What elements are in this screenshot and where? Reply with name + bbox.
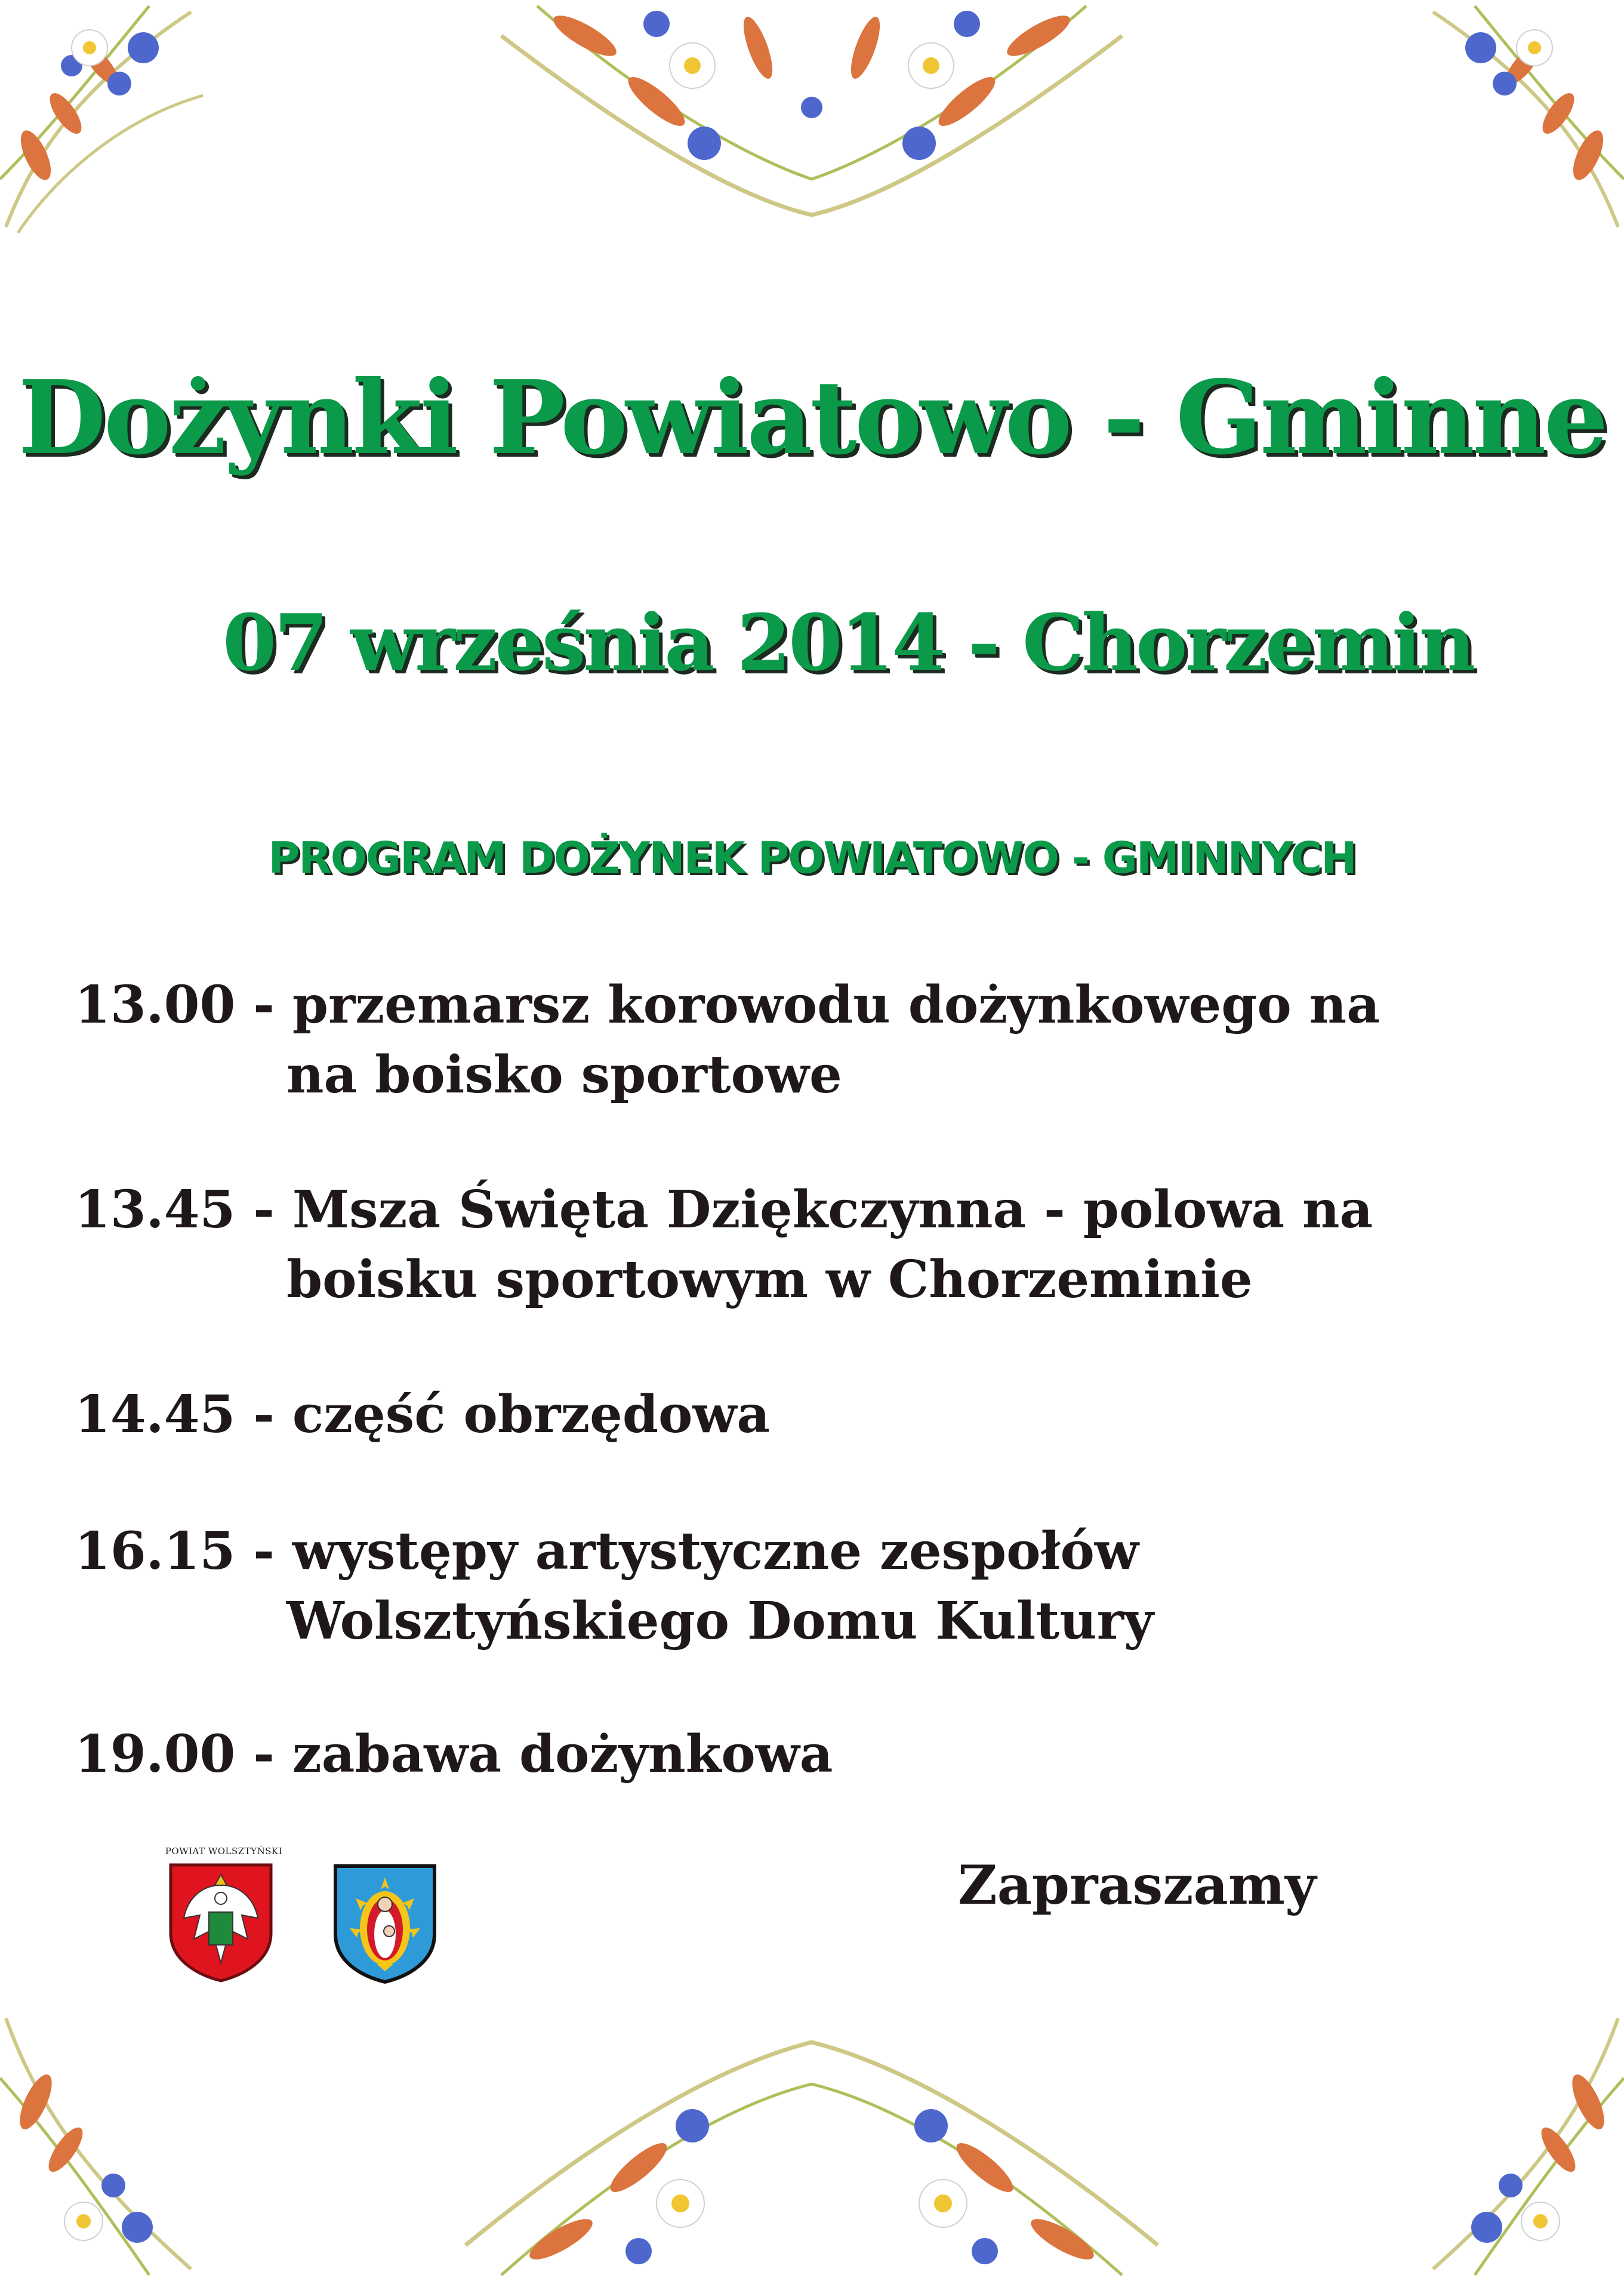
program-heading: PROGRAM DOŻYNEK POWIATOWO - GMINNYCH	[268, 833, 1356, 883]
bottom-left-wreath-icon	[0, 2012, 215, 2281]
gmina-crest-icon	[332, 1863, 438, 1985]
top-left-wreath-icon	[0, 0, 215, 239]
top-right-wreath-icon	[1409, 0, 1624, 239]
program-item-line: 13.45 - Msza Święta Dziękczynna - polowa na	[75, 1180, 1373, 1240]
bottom-right-wreath-icon	[1409, 2012, 1624, 2281]
program-item	[75, 1516, 1154, 1656]
program-item-continuation: na boisko sportowe	[286, 1045, 842, 1105]
program-item	[75, 1175, 1373, 1315]
invitation-text: Zapraszamy	[958, 1854, 1317, 1917]
program-item-line: 14.45 - część obrzędowa	[75, 1384, 771, 1445]
bottom-center-wreath-icon	[442, 2012, 1182, 2281]
crest-caption: POWIAT WOLSZTYŃSKI	[165, 1846, 283, 1857]
program-item-line: 13.00 - przemarsz korowodu dożynkowego na	[75, 975, 1380, 1035]
program-item-line: 19.00 - zabawa dożynkowa	[75, 1724, 833, 1784]
program-item-continuation: boisku sportowym w Chorzeminie	[286, 1249, 1253, 1310]
top-center-wreath-icon	[477, 0, 1146, 239]
program-item-line: 16.15 - występy artystyczne zespołów	[75, 1521, 1139, 1581]
poster-title: Dożynki Powiatowo - Gminne	[18, 358, 1606, 478]
powiat-wolsztynski-crest-icon	[167, 1861, 275, 1984]
program-item	[75, 1719, 833, 1789]
event-date-place: 07 września 2014 - Chorzemin	[222, 597, 1474, 688]
program-item	[75, 1380, 770, 1449]
program-item	[75, 970, 1380, 1110]
program-item-continuation: Wolsztyńskiego Domu Kultury	[286, 1591, 1154, 1651]
